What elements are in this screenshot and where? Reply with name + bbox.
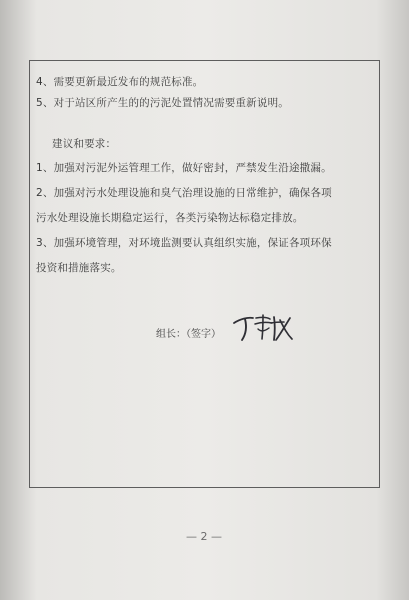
item-4-line: 4、需要更新最近发布的规范标准。 xyxy=(36,76,204,88)
page-number: — 2 — xyxy=(186,530,222,543)
handwritten-signature xyxy=(232,309,294,343)
suggestion-3-line-2: 投资和措施落实。 xyxy=(36,262,122,274)
signature-label: 组长：（签字） xyxy=(156,329,221,340)
item-5-line: 5、对于站区所产生的的污泥处置情况需要重新说明。 xyxy=(36,97,289,109)
suggestion-2-line-2: 污水处理设施长期稳定运行，各类污染物达标稳定排放。 xyxy=(36,212,304,224)
suggestion-3-line-1: 3、加强环境管理，对环境监测要认真组织实施，保证各项环保 xyxy=(36,237,332,249)
suggestion-2-line-1: 2、加强对污水处理设施和臭气治理设施的日常维护，确保各项 xyxy=(36,187,332,199)
suggestion-1-line: 1、加强对污泥外运管理工作，做好密封，严禁发生沿途撒漏。 xyxy=(36,162,332,174)
suggestions-heading: 建议和要求： xyxy=(52,138,117,150)
